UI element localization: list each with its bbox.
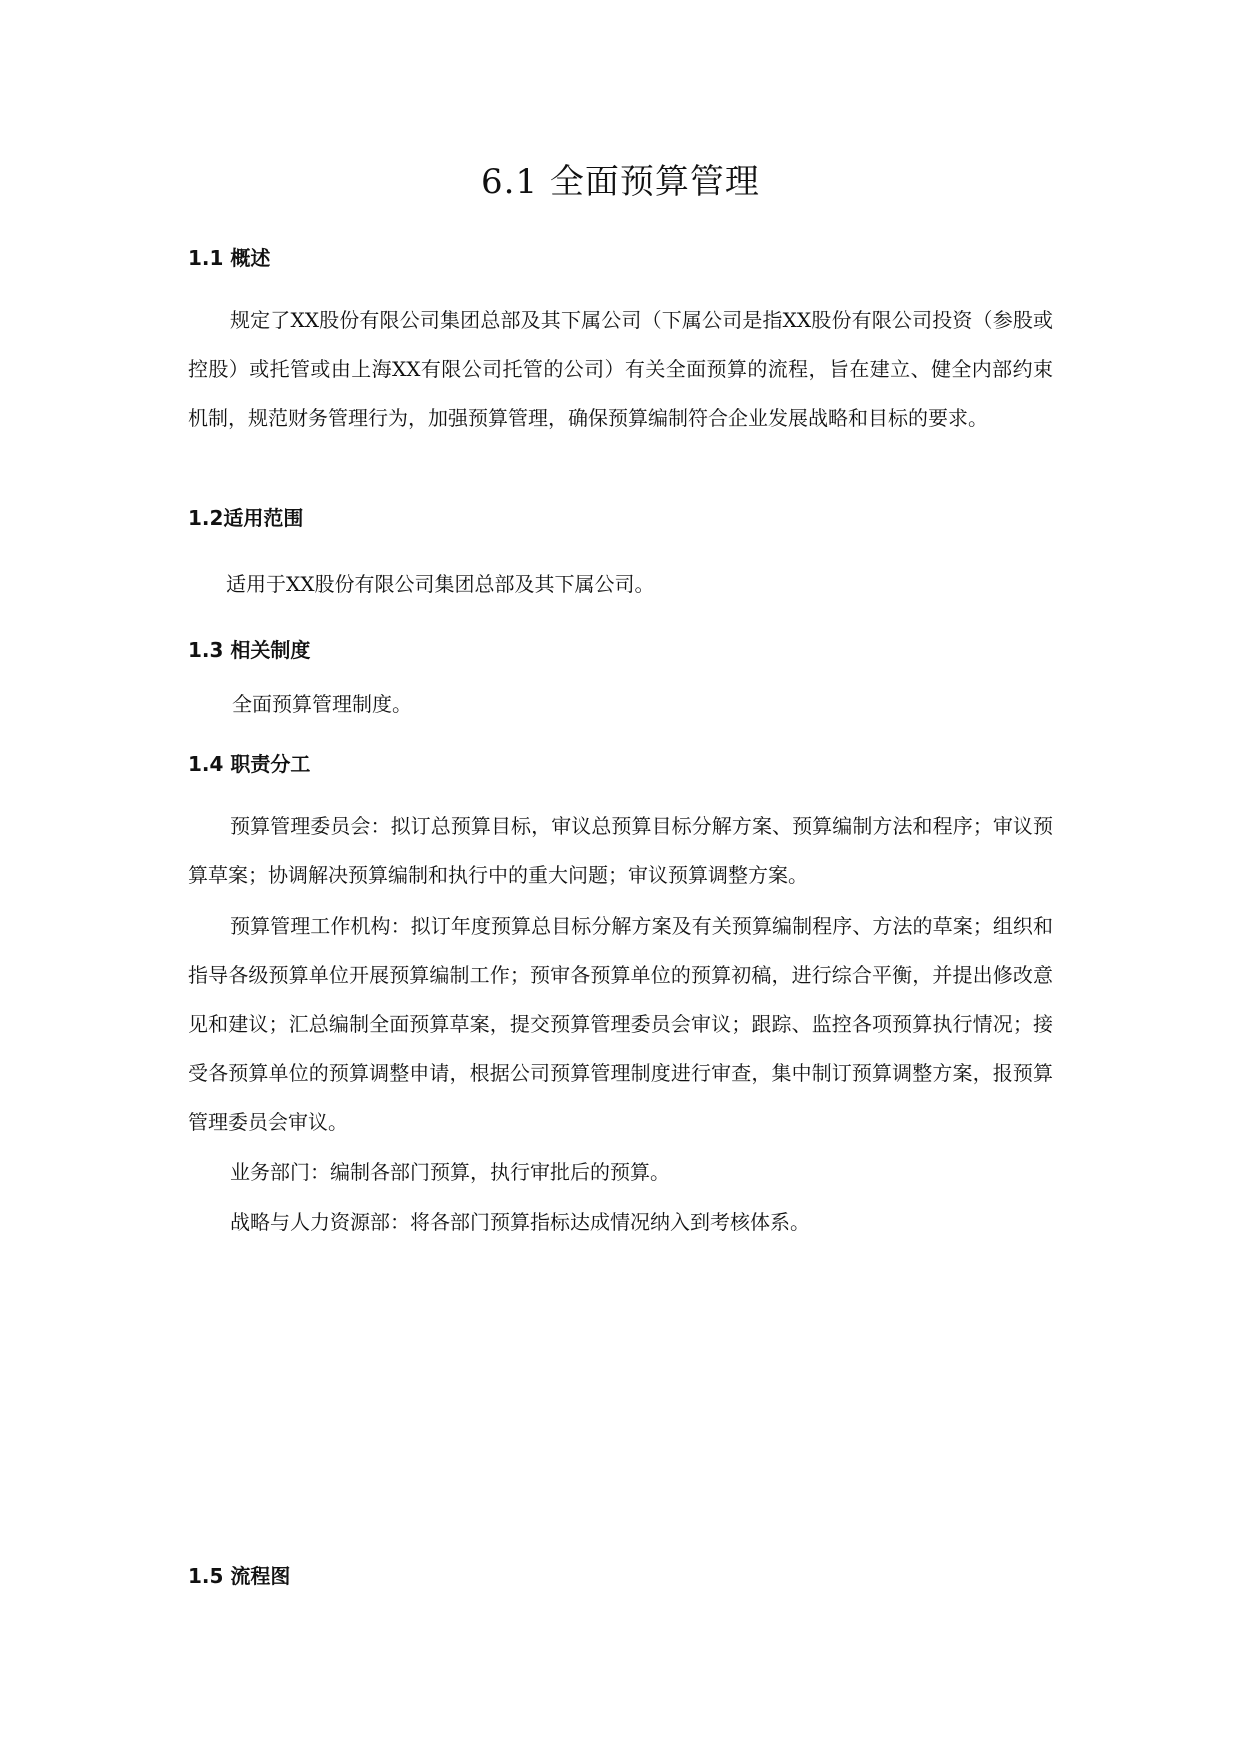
section-heading-overview: 1.1 概述 — [188, 246, 271, 270]
section-heading-flowchart: 1.5 流程图 — [188, 1564, 291, 1588]
overview-paragraph: 规定了XX股份有限公司集团总部及其下属公司（下属公司是指XX股份有限公司投资（参股或控股）或托管或由上海XX有限公司托管的公司）有关全面预算的流程，旨在建立、健全内部约束机制，规范财务管理行为，加强预算管理，确保预算编制符合企业发展战略和目标的要求。 — [188, 308, 1053, 430]
document-title: 6.1 全面预算管理 — [481, 162, 760, 202]
section-heading-responsibilities: 1.4 职责分工 — [188, 752, 311, 776]
responsibility-working-body: 预算管理工作机构：拟订年度预算总目标分解方案及有关预算编制程序、方法的草案；组织和指导各级预算单位开展预算编制工作；预审各预算单位的预算初稿，进行综合平衡，并提出修改意见和建议；汇总编制全面预算草案，提交预算管理委员会审议；跟踪、监控各项预算执行情况；接受各预算单位的预算调整申请，根据公司预算管理制度进行审查，集中制订预算调整方案，报预算管理委员会审议。 — [188, 914, 1053, 1134]
section-heading-scope: 1.2适用范围 — [188, 506, 304, 530]
related-rules-paragraph: 全面预算管理制度。 — [232, 692, 412, 716]
responsibility-committee: 预算管理委员会：拟订总预算目标，审议总预算目标分解方案、预算编制方法和程序；审议预算草案；协调解决预算编制和执行中的重大问题；审议预算调整方案。 — [188, 814, 1053, 887]
scope-paragraph: 适用于XX股份有限公司集团总部及其下属公司。 — [226, 572, 655, 596]
responsibility-business-dept: 业务部门：编制各部门预算，执行审批后的预算。 — [230, 1160, 670, 1184]
section-heading-related-rules: 1.3 相关制度 — [188, 638, 311, 662]
responsibility-hr-dept: 战略与人力资源部：将各部门预算指标达成情况纳入到考核体系。 — [230, 1210, 810, 1234]
